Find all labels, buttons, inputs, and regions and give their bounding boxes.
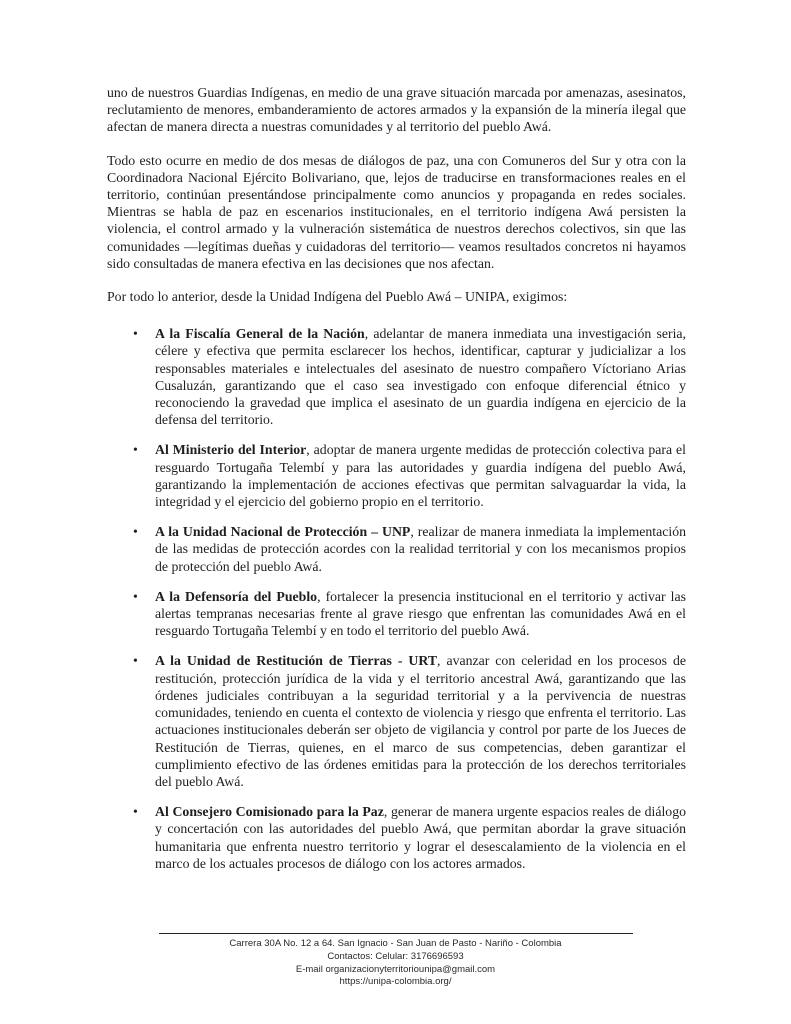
demand-body: , adelantar de manera inmediata una investigación seria, célere y efectiva que permita esclarecer los hechos, identificar, capturar y judicializar a los responsables materiales e intelectuales del asesinato de nuestro compañero Víctoriano Arias Cusaluzán, garantizando que el caso sea investigado con enfoque diferencial étnico y reconociendo la gravedad que implica el asesinato de un guardia indígena en ejercicio de la defensa del territorio. [155,326,686,428]
demand-body: , avanzar con celeridad en los procesos de restitución, protección jurídica de la vida y el territorio ancestral Awá, garantizando que las órdenes judiciales contribuyan a la seguridad territorial y a la pervivencia de nuestras comunidades, teniendo en cuenta el contexto de violencia y riesgo que enfrenta el territorio. Las actuaciones institucionales deberán ser objeto de vigilancia y control por parte de los Jueces de Restitución de Tierras, quienes, en el marco de sus competencias, deben garantizar el cumplimiento efectivo de las órdenes emitidas para la protección de los derechos territoriales del pueblo Awá. [155,653,687,789]
footer-divider [159,933,633,934]
list-item-unp [133,523,686,575]
paragraph-intro: uno de nuestros Guardias Indígenas, en medio de una grave situación marcada por amenazas, asesinatos, reclutamiento de menores, embanderamiento de actores armados y la expansión de la minería ilegal que afectan de manera directa a nuestras comunidades y al territorio del pueblo Awá. [107,85,686,135]
demand-body: , realizar de manera inmediata la implementación de las medidas de protección acordes con la realidad territorial y con los mecanismos propios de protección del pueblo Awá. [155,524,686,574]
footer-contacts: Contactos: Celular: 3176696593 [327,950,464,962]
demand-recipient: A la Defensoría del Pueblo [155,588,318,604]
list-item-urt [133,652,686,790]
list-item-consejero-paz [133,803,686,872]
list-item-fiscalia [133,325,686,428]
demand-recipient: Al Consejero Comisionado para la Paz [155,804,384,820]
demand-text [155,652,686,790]
bullet-icon: • [133,653,138,669]
demand-recipient: Al Ministerio del Interior [155,442,307,458]
demand-body: , fortalecer la presencia institucional en el territorio y activar las alertas tempranas necesarias frente al grave riesgo que enfrentan las comunidades Awá en el resguardo Tortugaña Telembí y en todo el territorio del pueblo Awá. [155,588,687,639]
demand-text [155,803,686,872]
paragraph-demands-lead: Por todo lo anterior, desde la Unidad Indígena del Pueblo Awá – UNIPA, exigimos: [107,289,568,305]
demand-text [155,325,686,428]
demands-list [107,325,686,872]
demand-text [155,441,686,510]
bullet-icon: • [133,326,138,342]
list-item-ministerio-interior [133,441,686,510]
demand-recipient: A la Unidad Nacional de Protección – UNP [155,524,411,540]
demand-body: , adoptar de manera urgente medidas de protección colectiva para el resguardo Tortugaña Telembí y para las autoridades y guardia indígena del pueblo Awá, garantizando la implementación de acciones efectivas que permitan salvaguardar la vida, la integridad y el ejercicio del gobierno propio en el territorio. [155,442,686,510]
demand-recipient: A la Unidad de Restitución de Tierras - URT [155,653,438,669]
demand-text [155,588,686,640]
demand-body: , generar de manera urgente espacios reales de diálogo y concertación con las autoridades del pueblo Awá, que permitan abordar la grave situación humanitaria que enfrenta nuestro territorio y lograr el desescalamiento de la violencia en el marco de los actuales procesos de diálogo con los actores armados. [155,804,686,871]
demand-text [155,523,686,575]
bullet-icon: • [133,804,138,820]
bullet-icon: • [133,588,138,604]
footer-website: https://unipa-colombia.org/ [339,976,452,988]
list-item-defensoria [133,588,686,640]
page-footer [0,933,791,989]
footer-email: E-mail organizacionyterritoriounipa@gmail.com [295,963,496,975]
paragraph-context: Todo esto ocurre en medio de dos mesas de diálogos de paz, una con Comuneros del Sur y otra con la Coordinadora Nacional Ejército Bolivariano, que, lejos de traducirse en transformaciones reales en el territorio, continúan presentándose principalmente como anuncios y propaganda en redes sociales. Mientras se habla de paz en escenarios institucionales, en el territorio indígena Awá persisten la violencia, el control armado y la vulneración sistemática de nuestros derechos colectivos, sin que las comunidades —legítimas dueñas y cuidadoras del territorio— veamos resultados concretos ni hayamos sido consultadas de manera efectiva en las decisiones que nos afectan. [107,152,686,271]
footer-address: Carrera 30A No. 12 a 64. San Ignacio - San Juan de Pasto - Nariño - Colombia [229,938,562,949]
bullet-icon: • [133,442,138,458]
demand-recipient: A la Fiscalía General de la Nación [155,326,365,342]
bullet-icon: • [133,524,138,540]
document-body [107,84,686,872]
